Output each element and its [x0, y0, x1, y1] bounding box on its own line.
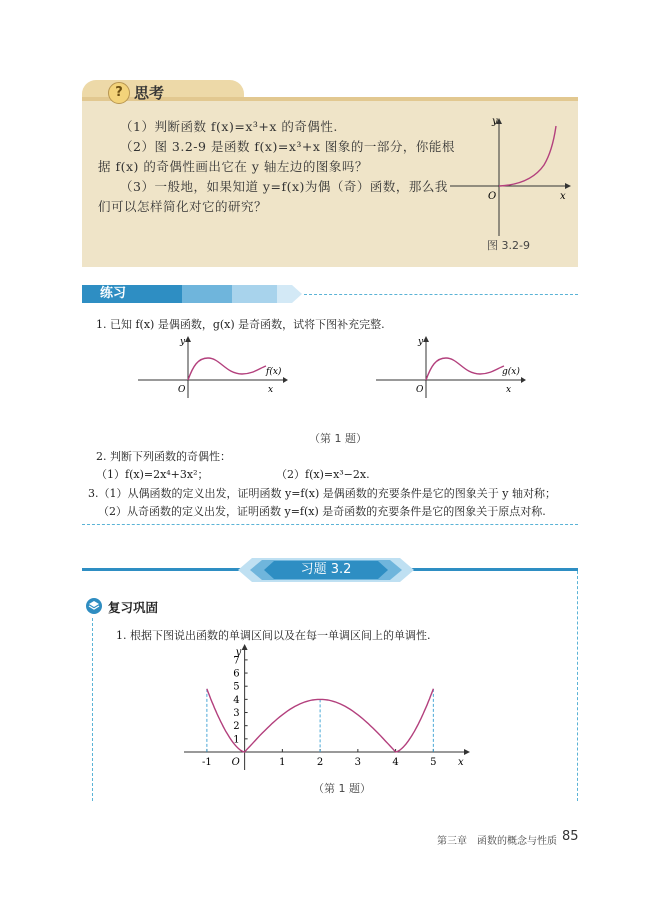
practice-q2: 2. 判断下列函数的奇偶性： — [96, 450, 231, 463]
chart-x-label: x — [458, 757, 464, 768]
think-line-2: （2）图 3.2-9 是函数 f(x)=x³+x 图象的一部分，你能根 — [120, 139, 455, 154]
chart-ticks — [202, 655, 437, 768]
chart-y-tick-label: 6 — [233, 668, 240, 680]
chart-guides — [207, 689, 433, 752]
think-axis-origin: O — [488, 191, 497, 202]
chart-y-tick-label: 2 — [233, 721, 240, 733]
practice-q2-b: （2）f(x)=x³−2x. — [276, 468, 370, 481]
practice-q3-a: 3.（1）从偶函数的定义出发，证明函数 y=f(x) 是偶函数的充要条件是它的图象关于 y 轴对称； — [88, 487, 556, 500]
practice-q1-caption: （第 1 题） — [309, 432, 367, 445]
think-line-4: （3）一般地，如果知道 y=f(x)为偶（奇）函数，那么我 — [120, 179, 448, 194]
chart-y-arrow — [242, 644, 248, 650]
right-axis-y: y — [418, 337, 424, 347]
chart-x-tick-label: 5 — [430, 757, 437, 768]
exercise-q1: 1. 根据下图说出函数的单调区间以及在每一单调区间上的单调性. — [116, 629, 431, 642]
right-axis-x: x — [506, 385, 512, 395]
think-axis-y: y — [492, 116, 498, 127]
think-line-1: （1）判断函数 f(x)=x³+x 的奇偶性. — [120, 119, 338, 134]
review-title: 复习巩固 — [108, 600, 159, 615]
chart-x-tick-label: 2 — [316, 757, 324, 768]
chart-y-tick-label: 3 — [233, 708, 240, 720]
chart-x-arrow — [464, 749, 470, 755]
left-axis-origin: O — [178, 385, 186, 395]
right-curve-label: g(x) — [502, 367, 520, 377]
practice-curve-f — [188, 358, 266, 380]
chart-y-label: y — [235, 647, 242, 658]
practice-graph-right — [376, 336, 526, 398]
chart-y-tick-label: 4 — [233, 694, 240, 706]
chart-y-tick-label: 1 — [233, 734, 240, 746]
layers-icon — [86, 598, 102, 614]
exercise-q1-caption: （第 1 题） — [313, 782, 371, 795]
left-curve-label: f(x) — [266, 367, 282, 377]
practice-curve-g — [426, 358, 504, 380]
think-figure — [440, 110, 575, 240]
exercise-right-border — [577, 571, 578, 801]
chart-x-tick-label: 4 — [392, 757, 399, 768]
exercise-title: 习题 3.2 — [300, 562, 352, 577]
think-caption: 图 3.2-9 — [487, 239, 530, 252]
left-axis-x: x — [268, 385, 274, 395]
right-axis-origin: O — [416, 385, 424, 395]
practice-dash-top — [304, 294, 578, 295]
practice-q3-b: （2）从奇函数的定义出发，证明函数 y=f(x) 是奇函数的充要条件是它的图象关于原点对称. — [98, 505, 546, 518]
footer-chapter: 第三章 函数的概念与性质 — [437, 836, 557, 847]
chart-x-tick-label: -1 — [201, 757, 212, 768]
chart-origin: O — [231, 757, 240, 768]
think-line-5: 们可以怎样简化对它的研究？ — [98, 199, 268, 214]
practice-q2-a: （1）f(x)=2x⁴+3x²； — [96, 468, 209, 481]
practice-title: 练习 — [100, 286, 127, 301]
practice-graph-left — [138, 336, 288, 398]
question-icon: ? — [108, 82, 130, 104]
chart-y-tick-label: 7 — [233, 655, 240, 667]
page-number: 85 — [562, 829, 579, 844]
think-line-3: 据 f(x) 的奇偶性画出它在 y 轴左边的图象吗？ — [98, 159, 368, 174]
chart-y-tick-label: 5 — [233, 681, 240, 693]
left-axis-y: y — [180, 337, 186, 347]
think-axis-x: x — [560, 191, 566, 202]
exercise-left-border — [92, 618, 93, 801]
chart-x-tick-label: 1 — [279, 757, 286, 768]
practice-dash-bottom — [82, 524, 578, 525]
chart-x-tick-label: 3 — [354, 757, 362, 768]
think-curve — [499, 126, 556, 186]
practice-q1: 1. 已知 f(x) 是偶函数，g(x) 是奇函数，试将下图补充完整. — [96, 318, 385, 331]
think-title: 思考 — [134, 84, 165, 102]
chart-axes — [184, 644, 470, 770]
exercise-chart — [180, 644, 470, 774]
